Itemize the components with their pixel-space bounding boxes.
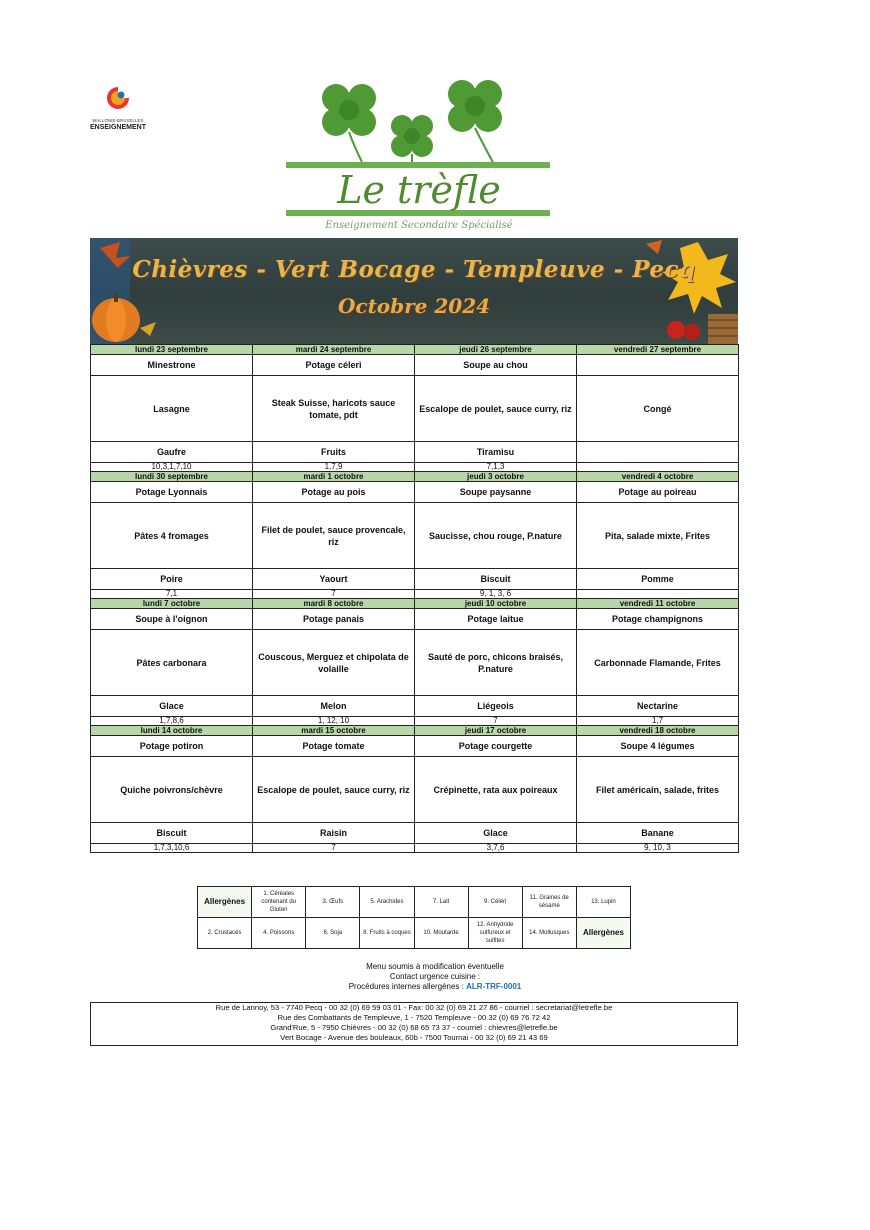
clover-icon: [284, 76, 554, 238]
day-header: vendredi 27 septembre: [577, 345, 739, 355]
legend-item: 10. Moutarde: [414, 918, 468, 949]
dessert-row: [91, 569, 739, 590]
banner-subtitle: Octobre 2024: [337, 294, 491, 318]
allergen-cell: 7,1: [91, 590, 253, 599]
banner-title: Chièvres - Vert Bocage - Templeuve - Pecq: [132, 256, 696, 283]
soup-cell: Potage potiron: [91, 736, 253, 757]
day-header: jeudi 26 septembre: [415, 345, 577, 355]
fwb-logo-text: ENSEIGNEMENT: [89, 124, 146, 131]
main-dish-cell: Pâtes 4 fromages: [91, 503, 253, 569]
day-header: vendredi 4 octobre: [577, 472, 739, 482]
menu-table: [90, 344, 739, 853]
allergen-cell: 1,7,3,10,6: [91, 844, 253, 853]
day-header: jeudi 17 octobre: [415, 726, 577, 736]
soup-cell: Soupe paysanne: [415, 482, 577, 503]
allergen-cell: 9, 10, 3: [577, 844, 739, 853]
soup-row: [91, 355, 739, 376]
dessert-cell: Banane: [577, 823, 739, 844]
day-header-row: [91, 599, 739, 609]
dessert-cell: [577, 442, 739, 463]
main-dish-cell: Escalope de poulet, sauce curry, riz: [415, 376, 577, 442]
day-header: lundi 30 septembre: [91, 472, 253, 482]
day-header: jeudi 3 octobre: [415, 472, 577, 482]
legend-item: 7. Lait: [414, 887, 468, 918]
dessert-cell: Yaourt: [253, 569, 415, 590]
legend-item: 1. Céréales contenant du Gluten: [252, 887, 306, 918]
autumn-leaf-icon: [638, 238, 738, 344]
soup-cell: Potage Lyonnais: [91, 482, 253, 503]
day-header: mardi 8 octobre: [253, 599, 415, 609]
allergen-cell: [577, 590, 739, 599]
soup-cell: [577, 355, 739, 376]
allergen-cell: 7: [253, 590, 415, 599]
day-header: mardi 24 septembre: [253, 345, 415, 355]
allergen-row: [91, 717, 739, 726]
menu-banner: [90, 238, 738, 344]
school-subtitle: Enseignement Secondaire Spécialisé: [325, 220, 513, 231]
allergen-row: [91, 463, 739, 472]
main-dish-cell: Crépinette, rata aux poireaux: [415, 757, 577, 823]
dessert-cell: Fruits: [253, 442, 415, 463]
dessert-cell: Raisin: [253, 823, 415, 844]
soup-cell: Soupe au chou: [415, 355, 577, 376]
legend-header: Allergènes: [198, 887, 252, 918]
dessert-cell: Melon: [253, 696, 415, 717]
pumpkin-icon: [90, 238, 160, 344]
main-dish-cell: Carbonnade Flamande, Frites: [577, 630, 739, 696]
day-header-row: [91, 472, 739, 482]
dessert-cell: Poire: [91, 569, 253, 590]
day-header: vendredi 11 octobre: [577, 599, 739, 609]
allergen-cell: 7,1,3: [415, 463, 577, 472]
main-dish-row: [91, 376, 739, 442]
soup-cell: Potage champignons: [577, 609, 739, 630]
footer-line: Vert Bocage - Avenue des bouleaux, 60b - 7500 Tournai - 00 32 (0) 69 21 43 69: [280, 1033, 548, 1042]
main-dish-cell: Congé: [577, 376, 739, 442]
main-dish-cell: Couscous, Merguez et chipolata de volaille: [253, 630, 415, 696]
main-dish-row: [91, 503, 739, 569]
note-procedures-label: Procédures internes allergènes :: [348, 982, 464, 991]
dessert-row: [91, 442, 739, 463]
dessert-cell: Nectarine: [577, 696, 739, 717]
legend-item: 5. Arachides: [360, 887, 414, 918]
dessert-cell: Gaufre: [91, 442, 253, 463]
soup-row: [91, 609, 739, 630]
day-header: mardi 1 octobre: [253, 472, 415, 482]
soup-row: [91, 482, 739, 503]
main-dish-cell: Filet de poulet, sauce provencale, riz: [253, 503, 415, 569]
legend-row: [198, 918, 631, 949]
footer-line: Grand'Rue, 5 - 7950 Chièvres - 00 32 (0) 68 65 73 37 - courriel : chievres@letrefle.be: [270, 1023, 558, 1032]
fwb-logo: [86, 84, 150, 136]
notes: [0, 962, 870, 992]
day-header: jeudi 10 octobre: [415, 599, 577, 609]
fwb-logo-text-small: WALLONIE-BRUXELLES: [92, 118, 144, 123]
legend-item: 8. Fruits à coques: [360, 918, 414, 949]
legend-row: [198, 887, 631, 918]
dessert-cell: Glace: [91, 696, 253, 717]
main-dish-cell: Pâtes carbonara: [91, 630, 253, 696]
day-header: lundi 23 septembre: [91, 345, 253, 355]
note-contact: Contact urgence cuisine :: [389, 972, 481, 981]
legend-item: 2. Crustacés: [198, 918, 252, 949]
allergen-cell: 10,3,1,7,10: [91, 463, 253, 472]
day-header-row: [91, 345, 739, 355]
legend-item: 14. Mollusques: [522, 918, 576, 949]
legend-header: Allergènes: [576, 918, 630, 949]
allergen-cell: 1,7,8,6: [91, 717, 253, 726]
footer-line: Rue des Combattants de Templeuve, 1 - 7520 Templeuve - 00 32 (0) 69 76 72 42: [277, 1013, 551, 1022]
soup-cell: Minestrone: [91, 355, 253, 376]
footer-addresses: [90, 1002, 738, 1046]
legend-item: 11. Graines de sésame: [522, 887, 576, 918]
soup-cell: Potage tomate: [253, 736, 415, 757]
main-dish-cell: Saucisse, chou rouge, P.nature: [415, 503, 577, 569]
allergen-cell: 1,7: [577, 717, 739, 726]
day-header: vendredi 18 octobre: [577, 726, 739, 736]
dessert-cell: Biscuit: [415, 569, 577, 590]
soup-cell: Soupe à l'oignon: [91, 609, 253, 630]
main-dish-cell: Escalope de poulet, sauce curry, riz: [253, 757, 415, 823]
note-modification: Menu soumis à modification éventuelle: [366, 962, 504, 971]
day-header: lundi 14 octobre: [91, 726, 253, 736]
main-dish-row: [91, 630, 739, 696]
soup-cell: Potage panais: [253, 609, 415, 630]
soup-cell: Soupe 4 légumes: [577, 736, 739, 757]
allergen-cell: 9, 1, 3, 6: [415, 590, 577, 599]
allergen-cell: 7: [415, 717, 577, 726]
legend-item: 4. Poissons: [252, 918, 306, 949]
dessert-row: [91, 696, 739, 717]
soup-cell: Potage laitue: [415, 609, 577, 630]
soup-cell: Potage courgette: [415, 736, 577, 757]
school-name: Le trèfle: [337, 168, 501, 212]
allergen-cell: 3,7,6: [415, 844, 577, 853]
soup-row: [91, 736, 739, 757]
dessert-row: [91, 823, 739, 844]
allergen-cell: 7: [253, 844, 415, 853]
procedure-code: ALR-TRF-0001: [466, 982, 522, 991]
dessert-cell: Biscuit: [91, 823, 253, 844]
footer-line: Rue de Lannoy, 53 - 7740 Pecq - 00 32 (0) 69 59 03 01 - Fax: 00 32 (0) 69 21 27 86 - courriel : secretariat@letrefle.be: [215, 1003, 613, 1012]
soup-cell: Potage au poireau: [577, 482, 739, 503]
dessert-cell: Tiramisu: [415, 442, 577, 463]
allergen-row: [91, 590, 739, 599]
main-dish-cell: Pita, salade mixte, Frites: [577, 503, 739, 569]
legend-item: 3. Œufs: [306, 887, 360, 918]
soup-cell: Potage céleri: [253, 355, 415, 376]
school-logo: [284, 76, 554, 238]
main-dish-row: [91, 757, 739, 823]
legend-item: 12. Anhydride sulfureux et sulfites: [468, 918, 522, 949]
allergen-cell: 1, 12, 10: [253, 717, 415, 726]
allergen-cell: 1,7,9: [253, 463, 415, 472]
dessert-cell: Liégeois: [415, 696, 577, 717]
dessert-cell: Pomme: [577, 569, 739, 590]
day-header-row: [91, 726, 739, 736]
dessert-cell: Glace: [415, 823, 577, 844]
main-dish-cell: Filet américain, salade, frites: [577, 757, 739, 823]
main-dish-cell: Sauté de porc, chicons braisés, P.nature: [415, 630, 577, 696]
day-header: mardi 15 octobre: [253, 726, 415, 736]
legend-item: 6. Soja: [306, 918, 360, 949]
allergen-legend: [197, 886, 631, 949]
legend-item: 9. Céleri: [468, 887, 522, 918]
allergen-cell: [577, 463, 739, 472]
legend-item: 13. Lupin: [576, 887, 630, 918]
soup-cell: Potage au pois: [253, 482, 415, 503]
fwb-logo-icon: [104, 84, 132, 112]
main-dish-cell: Lasagne: [91, 376, 253, 442]
allergen-row: [91, 844, 739, 853]
main-dish-cell: Steak Suisse, haricots sauce tomate, pdt: [253, 376, 415, 442]
day-header: lundi 7 octobre: [91, 599, 253, 609]
note-procedures: [0, 982, 870, 992]
main-dish-cell: Quiche poivrons/chèvre: [91, 757, 253, 823]
